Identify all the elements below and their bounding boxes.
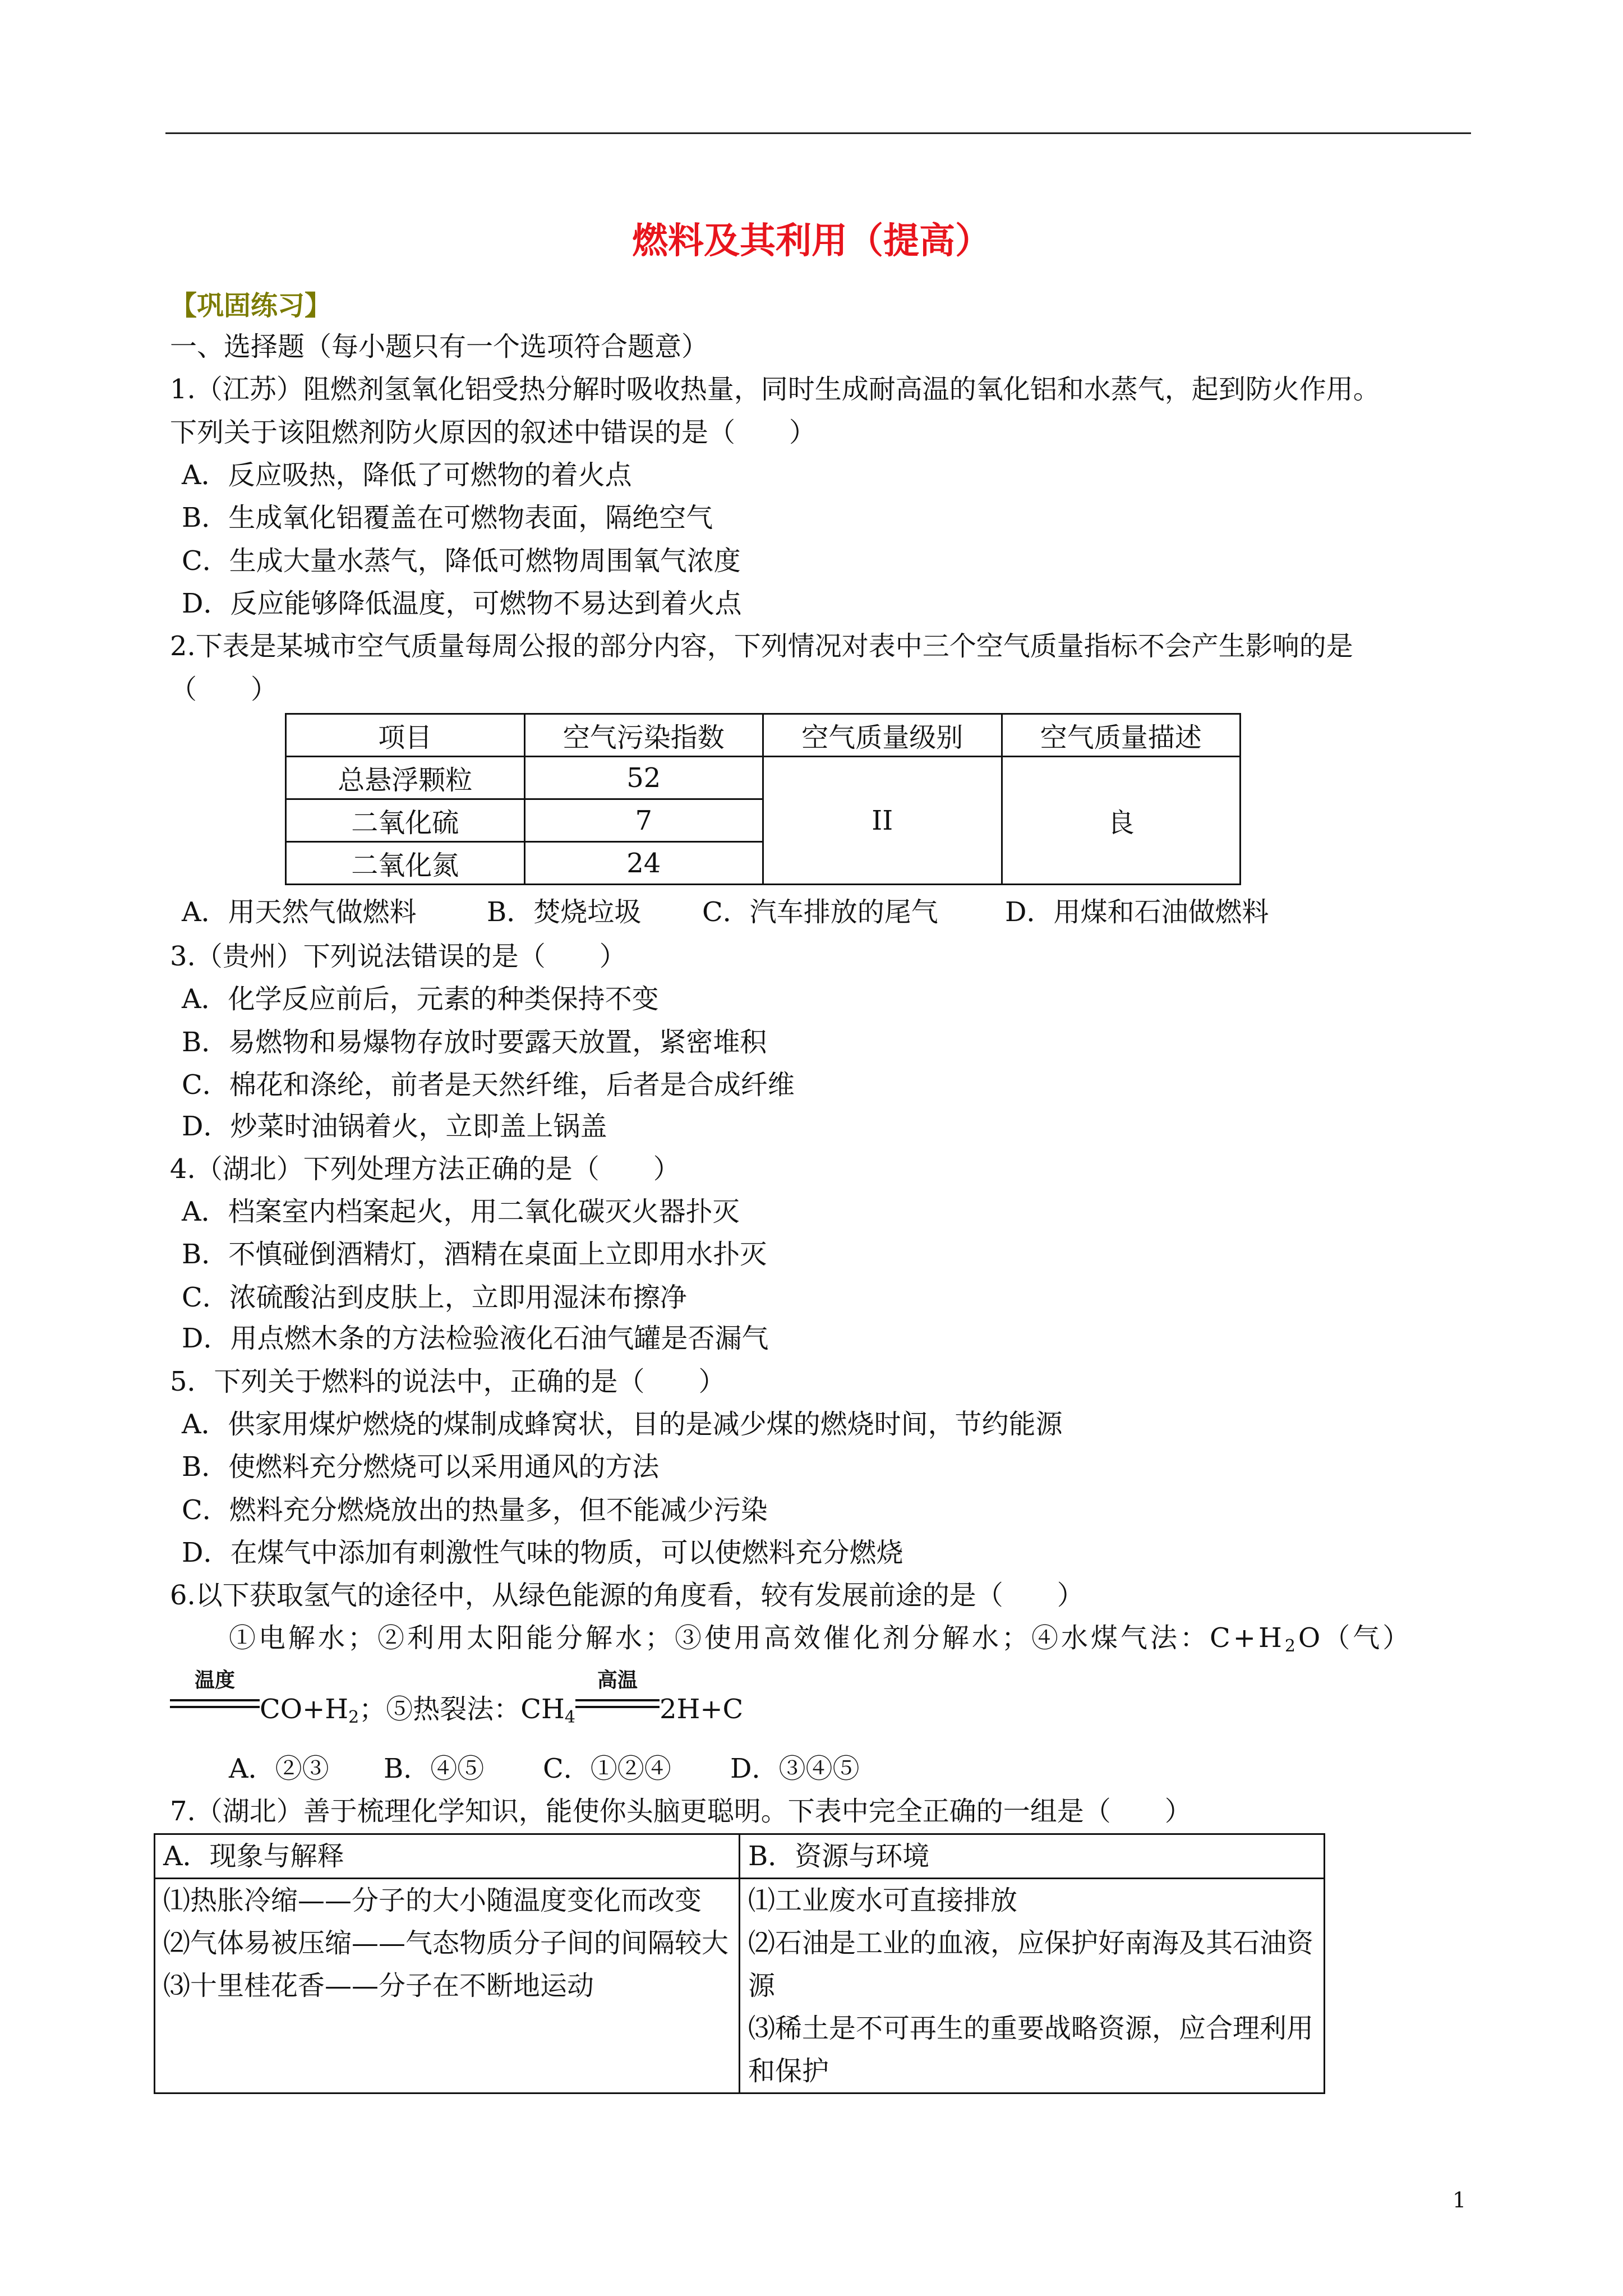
q6-methods — [229, 1617, 1412, 1659]
table-cell: 二氧化硫 — [286, 799, 525, 842]
table-cell: II — [763, 757, 1002, 885]
table-cell: 总悬浮颗粒 — [286, 757, 525, 799]
q5-option: D．在煤气中添加有刺激性气味的物质，可以使燃料充分燃烧 — [182, 1537, 903, 1568]
q6-equations — [170, 1668, 744, 1731]
air-quality-table — [285, 713, 1241, 885]
q3-option: D．炒菜时油锅着火，立即盖上锅盖 — [182, 1111, 607, 1142]
q4-option: D．用点燃木条的方法检验液化石油气罐是否漏气 — [182, 1323, 769, 1354]
reaction-condition: 温度 — [194, 1668, 235, 1692]
q2-option: C．汽车排放的尾气 — [702, 896, 938, 928]
table-header: A．现象与解释 — [155, 1834, 740, 1879]
table-header: B．资源与环境 — [740, 1834, 1325, 1879]
equation-text: 2H+C — [659, 1694, 744, 1725]
table-header: 空气质量描述 — [1002, 714, 1241, 757]
equation-text: ；⑤热裂法：CH — [359, 1694, 565, 1725]
q1-option: D．反应能够降低温度，可燃物不易达到着火点 — [182, 588, 742, 619]
subscript: 2 — [1284, 1636, 1298, 1656]
q6-methods-text: O（气） — [1298, 1622, 1413, 1654]
q6-option: A．②③ — [229, 1753, 329, 1784]
q1-option: A．反应吸热，降低了可燃物的着火点 — [182, 459, 632, 491]
subscript: 2 — [348, 1708, 359, 1727]
table-cell-line: ⑵石油是工业的血液，应保护好南海及其石油资源 — [748, 1927, 1314, 2001]
q2-option: B．焚烧垃圾 — [487, 896, 642, 928]
q1-option: C．生成大量水蒸气，降低可燃物周围氧气浓度 — [182, 545, 741, 577]
table-header: 项目 — [286, 714, 525, 757]
q3-stem: 3.（贵州）下列说法错误的是（ ） — [170, 941, 626, 972]
table-cell-line: ⑴工业废水可直接排放 — [748, 1885, 1018, 1916]
table-cell: 良 — [1002, 757, 1241, 885]
reaction-equals-sign — [575, 1668, 660, 1731]
q2-option: D．用煤和石油做燃料 — [1005, 896, 1269, 928]
q6-methods-text: ①电解水；②利用太阳能分解水；③使用高效催化剂分解水；④水煤气法：C+H — [229, 1622, 1285, 1654]
reaction-condition: 高温 — [597, 1668, 638, 1692]
q4-option: B．不慎碰倒酒精灯，酒精在桌面上立即用水扑灭 — [182, 1239, 767, 1270]
q4-option: C．浓硫酸沾到皮肤上，立即用湿沫布擦净 — [182, 1282, 687, 1313]
q3-option: B．易燃物和易爆物存放时要露天放置，紧密堆积 — [182, 1027, 767, 1058]
q6-option: B．④⑤ — [384, 1753, 485, 1784]
table-cell: 52 — [524, 757, 763, 799]
q6-stem: 6.以下获取氢气的途径中，从绿色能源的角度看，较有发展前途的是（ ） — [170, 1580, 1084, 1611]
page-title: 燃料及其利用（提高） — [632, 220, 991, 262]
header-rule — [165, 132, 1471, 134]
q2-option: A．用天然气做燃料 — [182, 896, 417, 928]
q1-option: B．生成氧化铝覆盖在可燃物表面，隔绝空气 — [182, 502, 713, 533]
knowledge-table — [154, 1833, 1325, 2094]
q4-option: A．档案室内档案起火，用二氧化碳灭火器扑灭 — [182, 1196, 740, 1227]
table-cell-line: ⑶稀土是不可再生的重要战略资源，应合理利用和保护 — [748, 2013, 1314, 2087]
table-header: 空气质量级别 — [763, 714, 1002, 757]
q6-option: C．①②④ — [543, 1753, 671, 1784]
part-heading: 一、选择题（每小题只有一个选项符合题意） — [170, 331, 709, 362]
equation-text: CO+H — [260, 1694, 349, 1725]
q5-option: B．使燃料充分燃烧可以采用通风的方法 — [182, 1451, 660, 1483]
q5-stem: 5．下列关于燃料的说法中，正确的是（ ） — [170, 1366, 726, 1397]
q2-stem: 2.下表是某城市空气质量每周公报的部分内容，下列情况对表中三个空气质量指标不会产生影响的是 — [170, 631, 1353, 662]
q6-option: D．③④⑤ — [730, 1753, 860, 1784]
table-cell-line: ⑵气体易被压缩——气态物质分子间的间隔较大 — [163, 1927, 729, 1959]
table-cell: 二氧化氮 — [286, 842, 525, 885]
table-cell: 24 — [524, 842, 763, 885]
table-cell-line: ⑶十里桂花香——分子在不断地运动 — [163, 1970, 594, 2001]
q5-option: C．燃料充分燃烧放出的热量多，但不能减少污染 — [182, 1494, 768, 1526]
reaction-equals-sign — [170, 1668, 260, 1731]
page-number: 1 — [1453, 2188, 1467, 2212]
q3-option: A．化学反应前后，元素的种类保持不变 — [182, 983, 659, 1015]
q1-stem: 下列关于该阻燃剂防火原因的叙述中错误的是（ ） — [170, 417, 817, 448]
table-header: 空气污染指数 — [524, 714, 763, 757]
q3-option: C．棉花和涤纶，前者是天然纤维，后者是合成纤维 — [182, 1069, 795, 1101]
table-cell: 7 — [524, 799, 763, 842]
table-cell-line: ⑴热胀冷缩——分子的大小随温度变化而改变 — [163, 1885, 702, 1916]
subscript: 4 — [564, 1708, 575, 1727]
q5-option: A．供家用煤炉燃烧的煤制成蜂窝状，目的是减少煤的燃烧时间，节约能源 — [182, 1409, 1063, 1440]
q4-stem: 4.（湖北）下列处理方法正确的是（ ） — [170, 1153, 680, 1185]
section-heading: 【巩固练习】 — [170, 290, 332, 321]
q1-stem: 1.（江苏）阻燃剂氢氧化铝受热分解时吸收热量，同时生成耐高温的氧化铝和水蒸气，起到防火作用。 — [170, 374, 1380, 405]
q7-stem: 7.（湖北）善于梳理化学知识，能使你头脑更聪明。下表中完全正确的一组是（ ） — [170, 1796, 1192, 1827]
q2-stem: （ ） — [170, 674, 278, 705]
